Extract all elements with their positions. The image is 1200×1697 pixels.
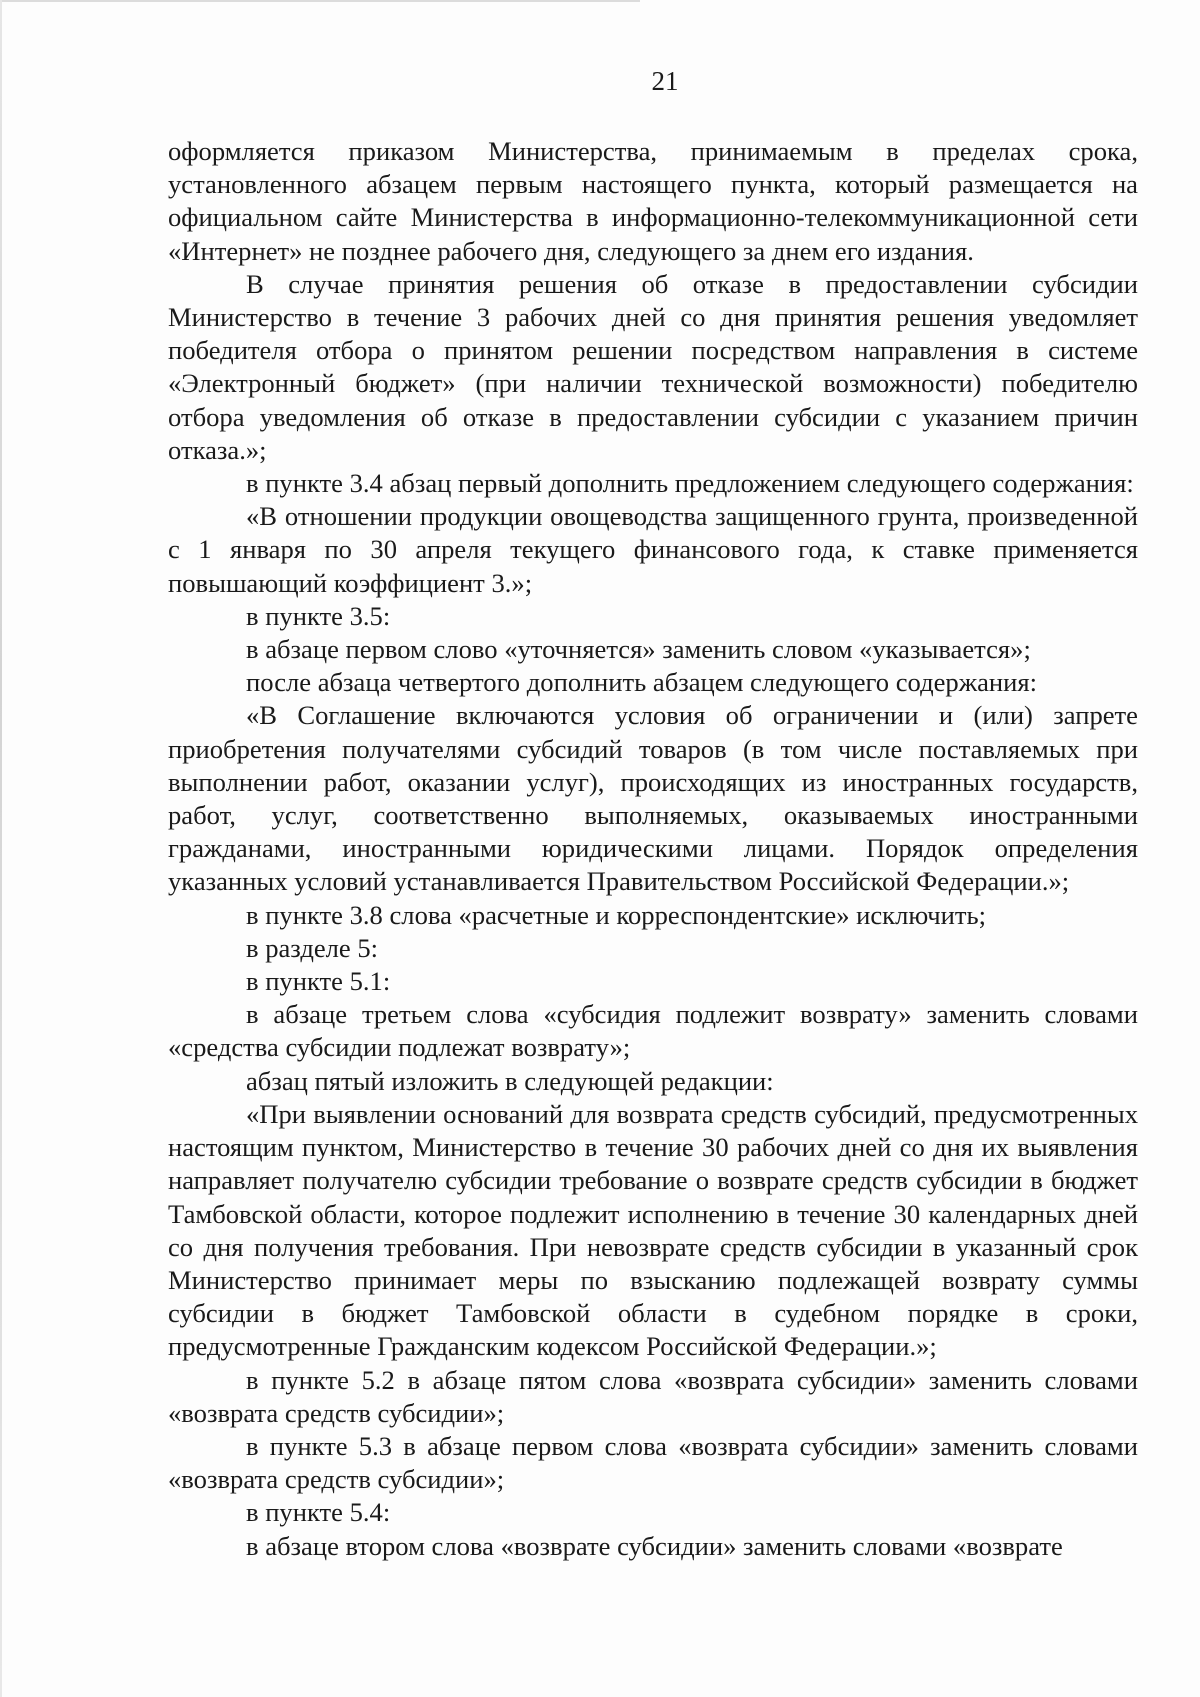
paragraph: в пункте 5.3 в абзаце первом слова «возврата субсидии» заменить словами «возврата средств субсидии»;: [168, 1430, 1138, 1495]
paragraph: В случае принятия решения об отказе в предоставлении субсидии Министерство в течение 3 рабочих дней со дня принятия решения уведомляет победителя отбора о принятом решении посредством направления в системе «Электронный бюджет» (при наличии технической возможности) победителю отбора уведомления об отказе в предоставлении субсидии с указанием причин отказа.»;: [168, 268, 1138, 465]
paragraph: в пункте 5.1:: [246, 966, 391, 997]
paragraph: в пункте 5.2 в абзаце пятом слова «возврата субсидии» заменить словами «возврата средств субсидии»;: [168, 1364, 1138, 1428]
paragraph: в пункте 5.4:: [246, 1497, 391, 1528]
paragraph: в разделе 5:: [246, 932, 379, 963]
paragraph: после абзаца четвертого дополнить абзацем следующего содержания:: [246, 667, 1037, 698]
paragraph: в абзаце третьем слова «субсидия подлежит возврату» заменить словами «средства субсидии подлежат возврату»;: [168, 999, 1138, 1063]
paragraph: в пункте 3.4 абзац первый дополнить предложением следующего содержания:: [246, 468, 1134, 499]
paragraph: в абзаце втором слова «возврате субсидии» заменить словами «возврате: [246, 1530, 1063, 1561]
paragraph: «В Соглашение включаются условия об ограничении и (или) запрете приобретения получателями субсидий товаров (в том числе поставляемых при выполнении работ, оказании услуг), происходящих из иностранных государств, работ, услуг, соответственно выполняемых, оказываемых иностранными гражданами, иностранными юридическими лицами. Порядок определения указанных условий устанавливается Правительством Российской Федерации.»;: [168, 700, 1138, 897]
paragraph: оформляется приказом Министерства, принимаемым в пределах срока, установленного абзацем первым настоящего пункта, который размещается на официальном сайте Министерства в информационно-телекоммуникационной сети «Интернет» не позднее рабочего дня, следующего за днем его издания.: [168, 136, 1138, 266]
paragraph: в пункте 3.8 слова «расчетные и корреспондентские» исключить;: [246, 899, 986, 930]
paragraph: абзац пятый изложить в следующей редакции:: [246, 1065, 774, 1096]
page-number: 21: [651, 66, 679, 96]
scan-artifact-left-edge: [0, 0, 2, 1697]
paragraph: «В отношении продукции овощеводства защищенного грунта, произведенной с 1 января по 30 апреля текущего финансового года, к ставке применяется повышающий коэффициент 3.»;: [168, 501, 1138, 598]
paragraph: в пункте 3.5:: [246, 600, 391, 631]
scan-artifact-top: [0, 0, 640, 2]
paragraph: в абзаце первом слово «уточняется» заменить словом «указывается»;: [246, 634, 1031, 665]
paragraph: «При выявлении оснований для возврата средств субсидий, предусмотренных настоящим пунктом, Министерство в течение 30 рабочих дней со дня их выявления направляет получателю субсидии требование о возврате средств субсидии в бюджет Тамбовской области, которое подлежит исполнению в течение 30 календарных дней со дня получения требования. При невозврате средств субсидии в указанный срок Министерство принимает меры по взысканию подлежащей возврату суммы субсидии в бюджет Тамбовской области в судебном порядке в сроки, предусмотренные Гражданским кодексом Российской Федерации.»;: [168, 1098, 1138, 1362]
document-body: [168, 135, 1138, 1563]
